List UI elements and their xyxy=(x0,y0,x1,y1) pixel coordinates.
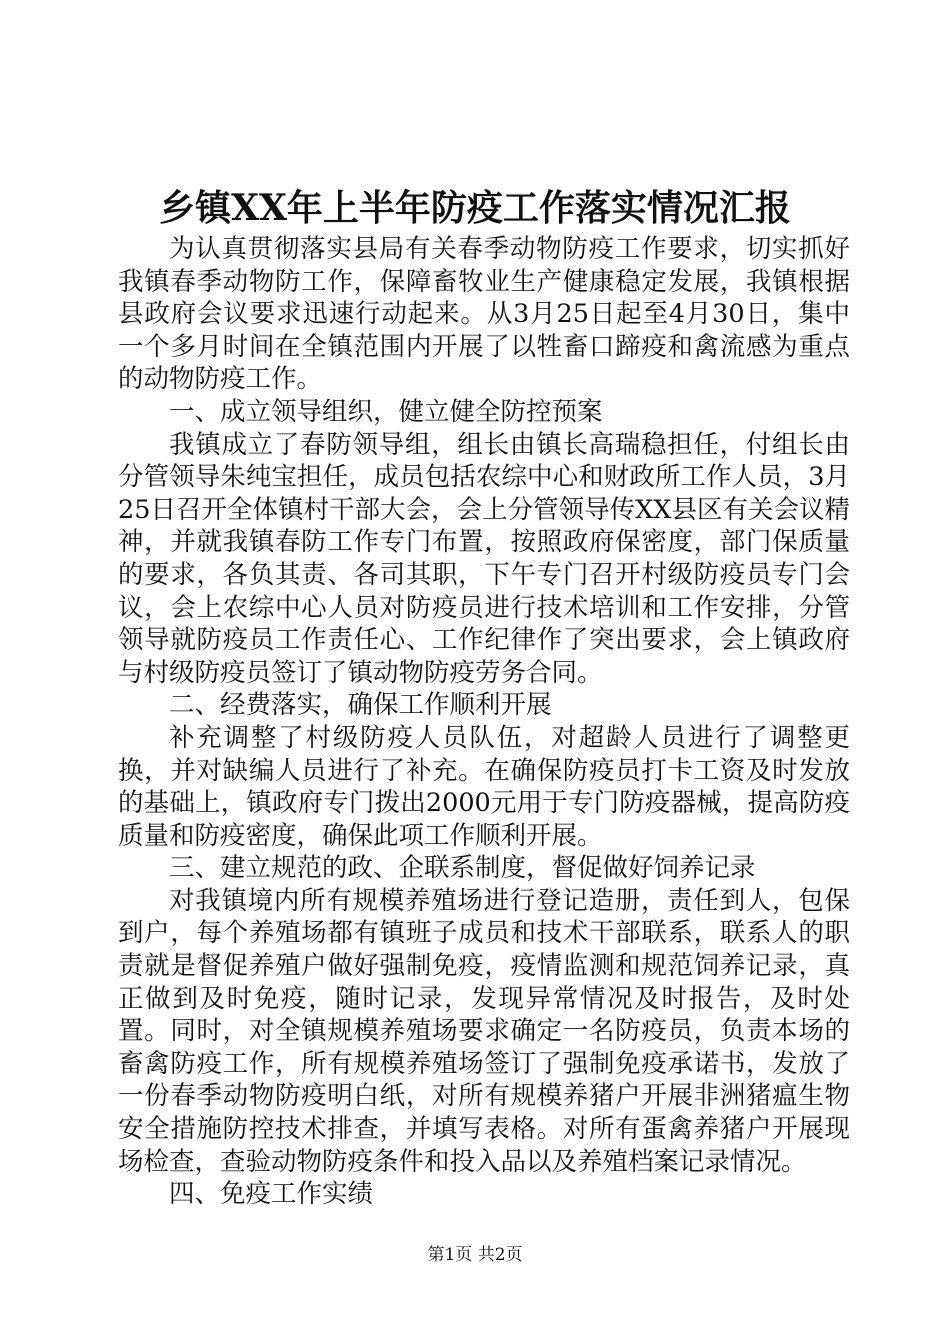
section-3-paragraph: 对我镇境内所有规模养殖场进行登记造册，责任到人，包保到户，每个养殖场都有镇班子成员和技术干部联系，联系人的职责就是督促养殖户做好强制免疫，疫情监测和规范饲养记录，真正做到及时免疫，随时记录，发现异常情况及时报告，及时处置。同时，对全镇规模养殖场要求确定一名防疫员，负责本场的畜禽防疫工作，所有规模养殖场签订了强制免疫承诺书，发放了一份春季动物防疫明白纸，对所有规模养猪户开展非洲猪瘟生物安全措施防控技术排查，并填写表格。对所有蛋禽养猪户开展现场检查，查验动物防疫条件和投入品以及养殖档案记录情况。 xyxy=(118,885,850,1177)
section-heading-1: 一、成立领导组织，健立健全防控预案 xyxy=(169,396,603,427)
section-1-paragraph: 我镇成立了春防领导组，组长由镇长高瑞稳担任，付组长由分管领导朱纯宝担任，成员包括农综中心和财政所工作人员，3月25日召开全体镇村干部大会，会上分管领导传XX县区有关会议精神，并就我镇春防工作专门布置，按照政府保密度，部门保质量的要求，各负其责、各司其职，下午专门召开村级防疫员专门会议，会上农综中心人员对防疫员进行技术培训和工作安排，分管领导就防疫员工作责任心、工作纪律作了突出要求，会上镇政府与村级防疫员签订了镇动物防疫劳务合同。 xyxy=(118,429,850,688)
document-title: 乡镇XX年上半年防疫工作落实情况汇报 xyxy=(159,187,791,229)
section-heading-2: 二、经费落实，确保工作顺利开展 xyxy=(169,690,552,721)
intro-paragraph: 为认真贯彻落实县局有关春季动物防疫工作要求，切实抓好我镇春季动物防工作，保障畜牧业生产健康稳定发展，我镇根据县政府会议要求迅速行动起来。从3月25日起至4月30日，集中一个多月时间在全镇范围内开展了以牲畜口蹄疫和禽流感为重点的动物防疫工作。 xyxy=(118,234,850,395)
document-body xyxy=(118,233,850,1211)
page-number-footer: 第1页 共2页 xyxy=(427,1245,523,1265)
section-heading-3: 三、建立规范的政、企联系制度，督促做好饲养记录 xyxy=(169,853,756,884)
section-heading-4: 四、免疫工作实绩 xyxy=(169,1179,374,1210)
section-2-paragraph: 补充调整了村级防疫人员队伍，对超龄人员进行了调整更换，并对缺编人员进行了补充。在确保防疫员打卡工资及时发放的基础上，镇政府专门拨出2000元用于专门防疫器械，提高防疫质量和防疫密度，确保此项工作顺利开展。 xyxy=(118,722,850,851)
